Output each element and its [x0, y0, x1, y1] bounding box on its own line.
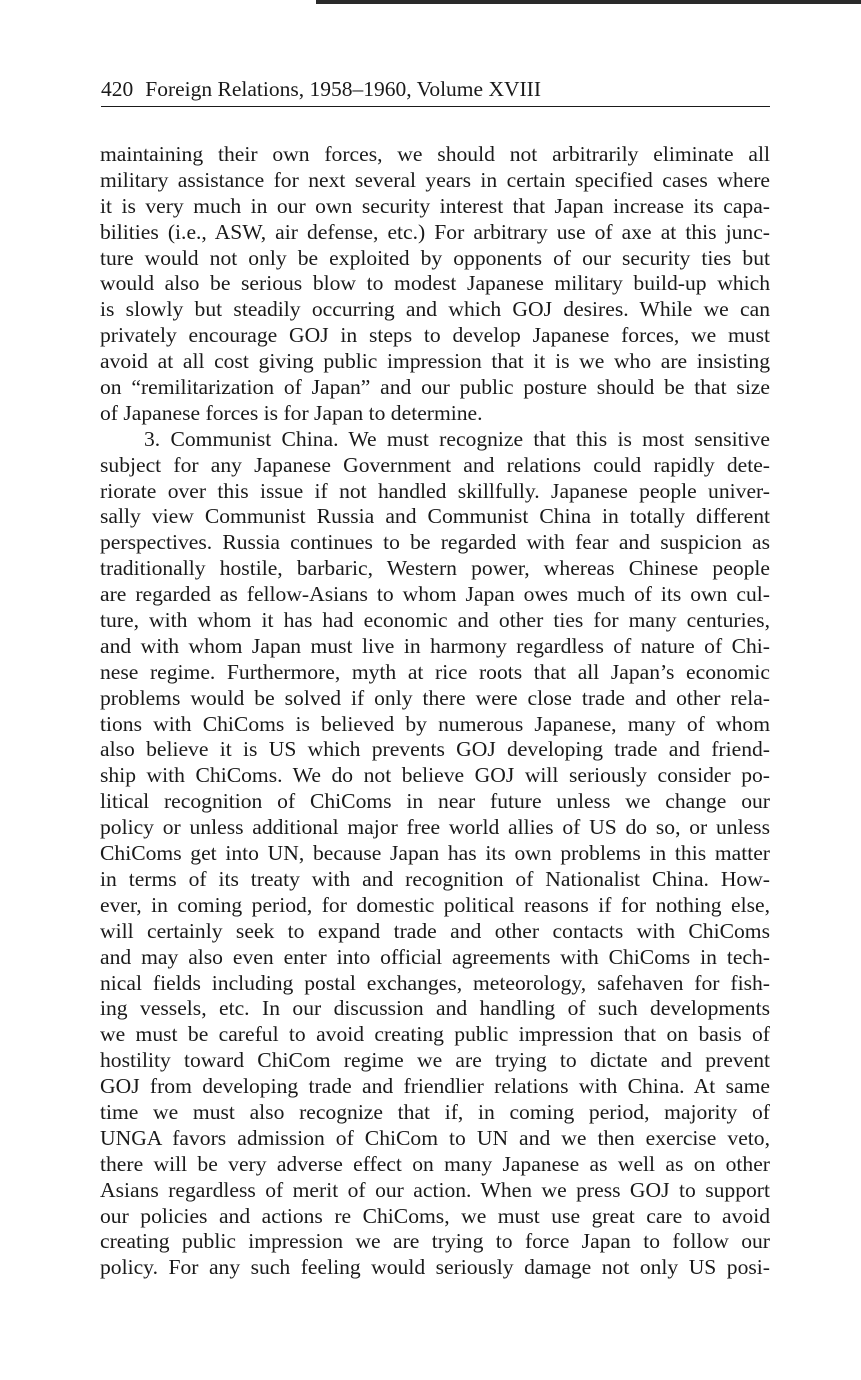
text-line: bilities (i.e., ASW, air defense, etc.) For arbitrary use of axe at this junc- [100, 219, 770, 244]
text-line: also believe it is US which prevents GOJ developing trade and friend- [100, 737, 770, 762]
text-line: there will be very adverse effect on many Japanese as well as on other [100, 1151, 770, 1176]
text-line: it is very much in our own security interest that Japan increase its capa- [100, 193, 770, 218]
running-title: Foreign Relations, 1958–1960, Volume XVIII [145, 77, 541, 101]
text-line: ture, with whom it has had economic and other ties for many centuries, [100, 608, 770, 633]
top-edge-rule [316, 0, 861, 4]
text-line: policy. For any such feeling would seriously damage not only US posi- [100, 1255, 770, 1280]
text-line: ChiComs get into UN, because Japan has its own problems in this matter [100, 841, 770, 866]
text-line: are regarded as fellow-Asians to whom Japan owes much of its own cul- [100, 582, 770, 607]
text-line: perspectives. Russia continues to be regarded with fear and suspicion as [100, 530, 770, 555]
text-line: ever, in coming period, for domestic political reasons if for nothing else, [100, 892, 770, 917]
text-line: litical recognition of ChiComs in near future unless we change our [100, 789, 770, 814]
text-line: maintaining their own forces, we should not arbitrarily eliminate all [100, 142, 770, 166]
paragraph-end-line: of Japanese forces is for Japan to determine. [100, 400, 483, 425]
body-text [100, 142, 770, 1281]
text-line: will certainly seek to expand trade and other contacts with ChiComs [100, 918, 770, 943]
text-line: avoid at all cost giving public impression that it is we who are insisting [100, 349, 770, 374]
text-line: would also be serious blow to modest Japanese military build-up which [100, 271, 770, 296]
text-line: UNGA favors admission of ChiCom to UN and we then exercise veto, [100, 1125, 770, 1150]
text-line: policy or unless additional major free world allies of US do so, or unless [100, 815, 770, 840]
text-line: in terms of its treaty with and recognition of Nationalist China. How- [100, 866, 770, 891]
text-line: privately encourage GOJ in steps to develop Japanese forces, we must [100, 323, 770, 348]
text-line: GOJ from developing trade and friendlier relations with China. At same [100, 1074, 770, 1099]
text-line: on “remilitarization of Japan” and our public posture should be that size [100, 375, 770, 400]
page-number: 420 [101, 77, 134, 101]
text-line: riorate over this issue if not handled skillfully. Japanese people univer- [100, 478, 770, 503]
text-line: problems would be solved if only there were close trade and other rela- [100, 685, 770, 710]
text-line: tions with ChiComs is believed by numerous Japanese, many of whom [100, 711, 770, 736]
text-line: ing vessels, etc. In our discussion and handling of such developments [100, 996, 770, 1021]
text-line: hostility toward ChiCom regime we are trying to dictate and prevent [100, 1048, 770, 1073]
text-line: traditionally hostile, barbaric, Western power, whereas Chinese people [100, 556, 770, 581]
text-line: and may also even enter into official agreements with ChiComs in tech- [100, 944, 770, 969]
text-line: sally view Communist Russia and Communist China in totally different [100, 504, 770, 529]
text-line: and with whom Japan must live in harmony regardless of nature of Chi- [100, 633, 770, 658]
running-header [101, 74, 770, 107]
text-line: creating public impression we are trying to force Japan to follow our [100, 1229, 770, 1254]
text-line: nese regime. Furthermore, myth at rice roots that all Japan’s economic [100, 659, 770, 684]
text-line: Asians regardless of merit of our action. When we press GOJ to support [100, 1177, 770, 1202]
text-line: ship with ChiComs. We do not believe GOJ will seriously consider po- [100, 763, 770, 788]
text-line: we must be careful to avoid creating public impression that on basis of [100, 1022, 770, 1047]
text-line: is slowly but steadily occurring and which GOJ desires. While we can [100, 297, 770, 322]
text-line: ture would not only be exploited by opponents of our security ties but [100, 245, 770, 270]
text-line: military assistance for next several years in certain specified cases where [100, 167, 770, 192]
text-line: subject for any Japanese Government and relations could rapidly dete- [100, 452, 770, 477]
text-line: nical fields including postal exchanges, meteorology, safehaven for fish- [100, 970, 770, 995]
paragraph-start-line: 3. Communist China. We must recognize that this is most sensitive [144, 426, 770, 451]
text-line: time we must also recognize that if, in coming period, majority of [100, 1099, 770, 1124]
text-line: our policies and actions re ChiComs, we must use great care to avoid [100, 1203, 770, 1228]
